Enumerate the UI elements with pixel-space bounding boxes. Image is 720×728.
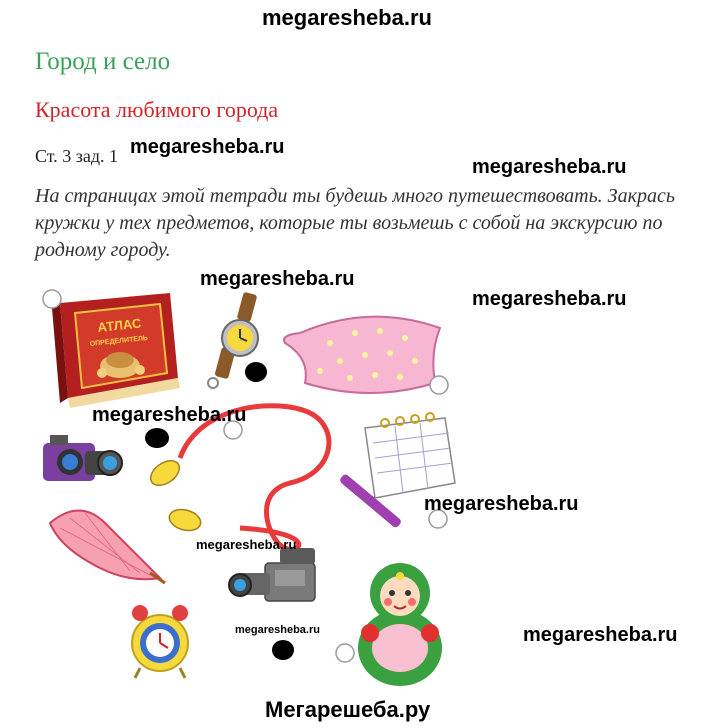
atlas-title-text: АТЛАС bbox=[96, 315, 143, 335]
item-circle-photo-camera bbox=[145, 428, 169, 448]
watermark-over-camera: megaresheba.ru bbox=[92, 404, 247, 426]
item-circle-pillow bbox=[430, 376, 448, 394]
item-circle-video-camera bbox=[272, 640, 294, 660]
task-label: Ст. 3 зад. 1 bbox=[35, 146, 119, 166]
video-camera bbox=[229, 548, 315, 601]
watermark-right-3: megaresheba.ru bbox=[424, 493, 579, 515]
footer-watermark: Мегарешеба.ру bbox=[265, 697, 431, 722]
alarm-clock bbox=[132, 605, 188, 678]
watermark-right-1: megaresheba.ru bbox=[472, 156, 627, 178]
butterfly-net bbox=[50, 511, 165, 584]
item-circle-wristwatch bbox=[245, 362, 267, 382]
watermark-right-4: megaresheba.ru bbox=[523, 624, 678, 646]
item-circle-atlas bbox=[43, 290, 61, 308]
atlas-book bbox=[52, 293, 180, 408]
atlas-subtitle-text: ОПРЕДЕЛИТЕЛЬ bbox=[89, 334, 149, 348]
pillow bbox=[284, 317, 440, 393]
watermark-task-line: megaresheba.ru bbox=[130, 136, 285, 158]
instruction-text: На страницах этой тетради ты будешь много путешествовать. Закрась кружки у тех предметов, которые ты возьмешь с собой на экскурсию по родному городу. bbox=[35, 185, 675, 261]
roly-poly-doll bbox=[358, 563, 442, 686]
watermark-over-watch: megaresheba.ru bbox=[200, 268, 355, 290]
watermark-top: megaresheba.ru bbox=[262, 5, 432, 30]
item-circle-doll bbox=[336, 644, 354, 662]
watermark-bottom-small: megaresheba.ru bbox=[235, 624, 320, 636]
lesson-title: Красота любимого города bbox=[35, 97, 279, 122]
section-title: Город и село bbox=[35, 48, 171, 75]
watermark-mid-small: megaresheba.ru bbox=[196, 537, 297, 552]
watermark-right-2: megaresheba.ru bbox=[472, 288, 627, 310]
photo-camera bbox=[43, 435, 122, 481]
